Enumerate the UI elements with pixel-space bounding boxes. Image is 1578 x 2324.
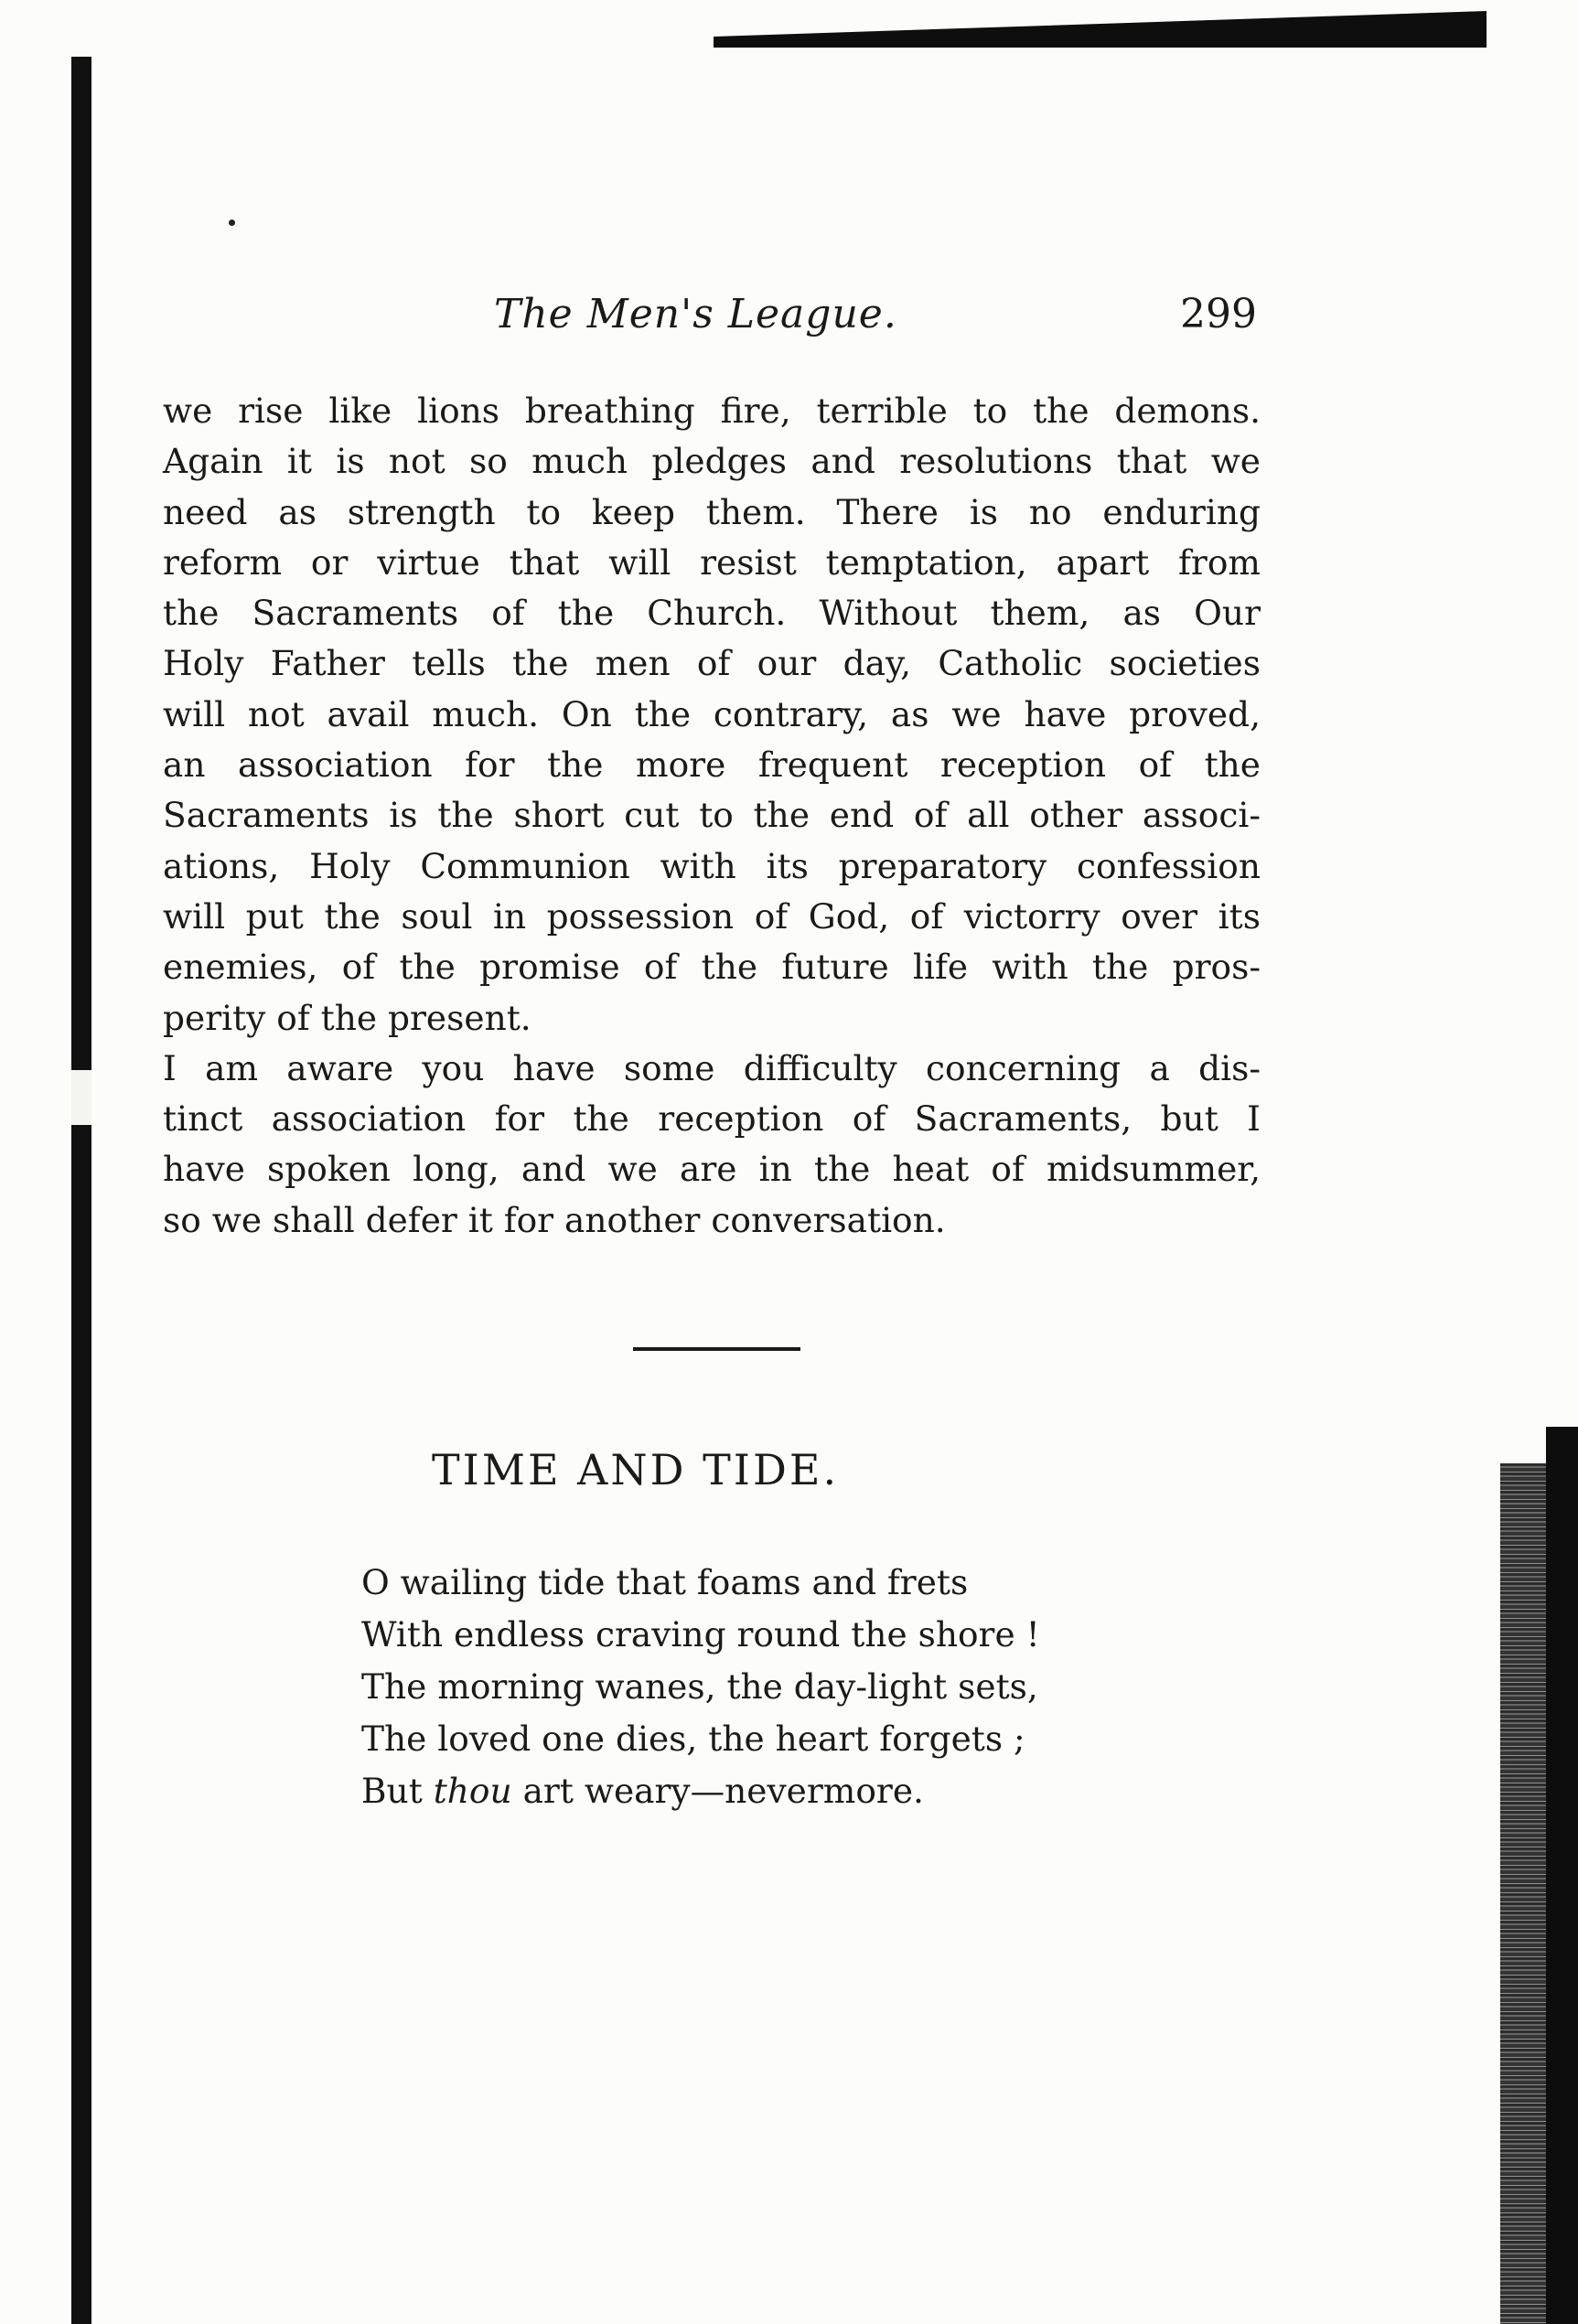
page-number: 299 <box>1180 291 1257 337</box>
body-line: we rise like lions breathing fire, terrible to the demons. <box>163 391 1261 431</box>
scan-edge-speckle <box>71 1070 91 1125</box>
scan-speck <box>229 220 235 226</box>
body-line: have spoken long, and we are in the heat of midsummer, <box>163 1149 1261 1190</box>
body-line: need as strength to keep them. There is no enduring <box>163 491 1261 532</box>
body-line: reform or virtue that will resist temptation, apart from <box>163 541 1261 583</box>
body-line: ations, Holy Communion with its preparatory confession <box>163 845 1261 886</box>
body-line: Holy Father tells the men of our day, Catholic societies <box>163 643 1261 684</box>
body-line: will put the soul in possession of God, of victorry over its <box>163 895 1261 937</box>
poem-line: The loved one dies, the heart forgets ; <box>361 1719 1025 1759</box>
body-line: tinct association for the reception of Sacraments, but I <box>163 1098 1261 1140</box>
body-line: an association for the more frequent reception of the <box>163 744 1261 786</box>
body-line: will not avail much. On the contrary, as we have proved, <box>163 693 1261 734</box>
body-line: Sacraments is the short cut to the end of all other associ- <box>163 795 1261 836</box>
poem-stanza <box>361 1557 1040 1817</box>
body-line: Again it is not so much pledges and resolutions that we <box>163 441 1261 482</box>
body-line: so we shall defer it for another conversation. <box>163 1199 946 1240</box>
poem-line-pre: But <box>361 1771 434 1811</box>
scan-edge-artifact-right-dark <box>1546 1427 1578 2324</box>
poem-title: TIME AND TIDE. <box>432 1445 840 1494</box>
body-text <box>163 386 1261 1246</box>
body-line: the Sacraments of the Church. Without them, as Our <box>163 593 1261 634</box>
section-separator-rule <box>633 1347 800 1351</box>
poem-line: O wailing tide that foams and frets <box>361 1562 969 1602</box>
poem-line-post: art weary—nevermore. <box>511 1771 924 1811</box>
scan-edge-artifact-top <box>714 11 1487 48</box>
running-head: The Men's League. <box>494 291 897 337</box>
scan-edge-artifact-left <box>71 57 91 2324</box>
body-line: enemies, of the promise of the future life with the pros- <box>163 947 1261 988</box>
body-line: I am aware you have some difficulty concerning a dis- <box>163 1047 1261 1088</box>
poem-line: The morning wanes, the day-light sets, <box>361 1666 1038 1707</box>
body-line: perity of the present. <box>163 997 531 1038</box>
poem-line-emphasis: thou <box>433 1771 512 1811</box>
poem-line-last <box>361 1765 1040 1817</box>
poem-line: With endless craving round the shore ! <box>361 1614 1040 1655</box>
